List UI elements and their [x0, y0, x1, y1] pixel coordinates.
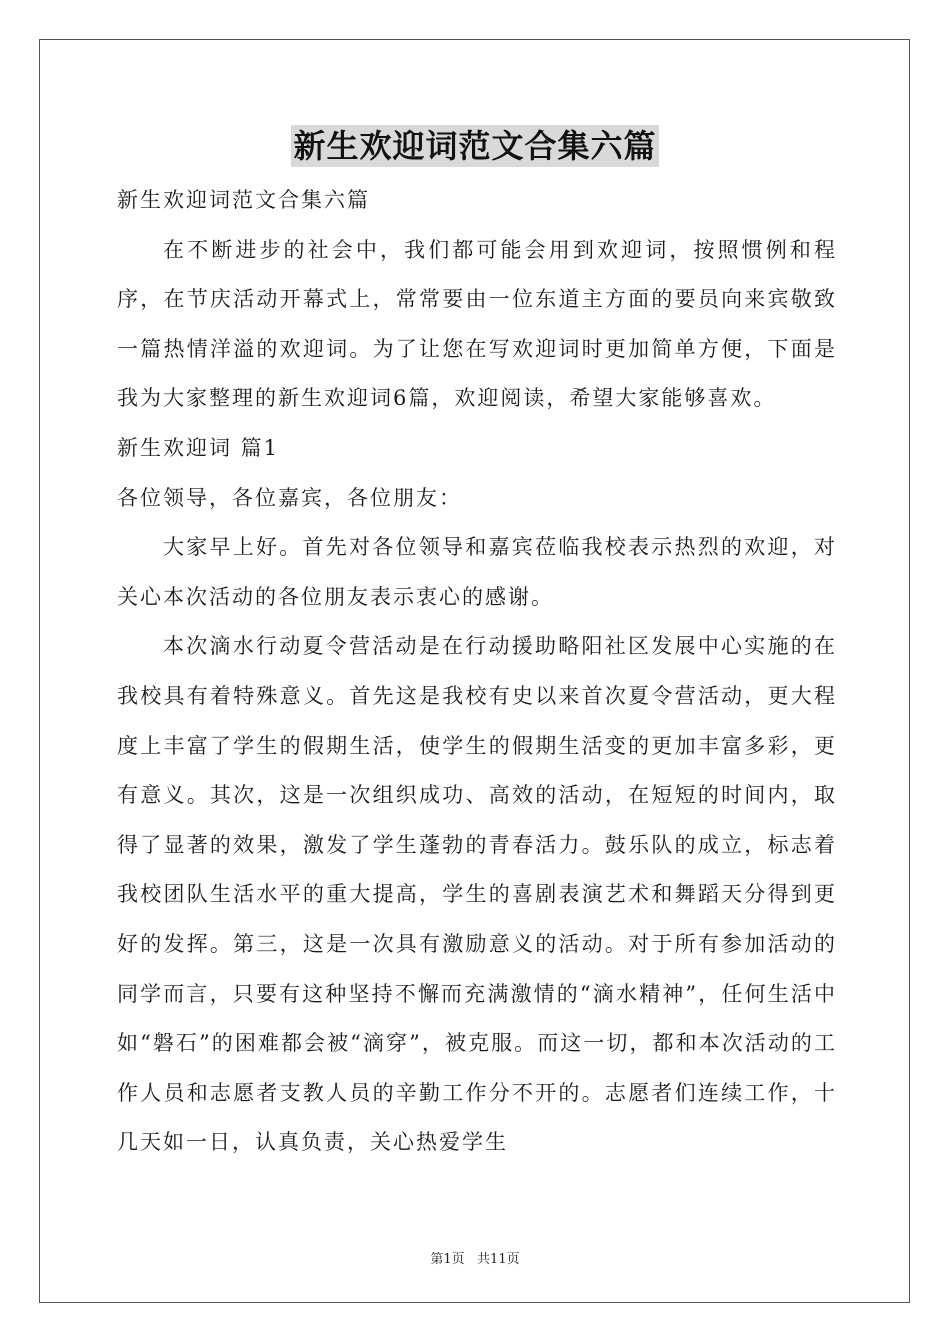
document-body — [117, 176, 837, 1168]
paragraph: 在不断进步的社会中，我们都可能会用到欢迎词，按照惯例和程序，在节庆活动开幕式上，常常要由一位东道主方面的要员向来宾敬致一篇热情洋溢的欢迎词。为了让您在写欢迎词时更加简单方便，下面是我为大家整理的新生欢迎词6篇，欢迎阅读，希望大家能够喜欢。 — [117, 237, 837, 411]
paragraph: 新生欢迎词 篇1 — [117, 435, 280, 460]
title-container — [0, 125, 950, 167]
paragraph: 各位领导，各位嘉宾，各位朋友： — [117, 485, 462, 510]
paragraph: 本次滴水行动夏令营活动是在行动援助略阳社区发展中心实施的在我校具有着特殊意义。首先这是我校有史以来首次夏令营活动，更大程度上丰富了学生的假期生活，使学生的假期生活变的更加丰富多彩，更有意义。其次，这是一次组织成功、高效的活动，在短短的时间内，取得了显著的效果，激发了学生蓬勃的青春活力。鼓乐队的成立，标志着我校团队生活水平的重大提高，学生的喜剧表演艺术和舞蹈天分得到更好的发挥。第三，这是一次具有激励意义的活动。对于所有参加活动的同学而言，只要有这种坚持不懈而充满激情的“滴水精神”，任何生活中如“磐石”的困难都会被“滴穿”，被克服。而这一切，都和本次活动的工作人员和志愿者支教人员的辛勤工作分不开的。志愿者们连续工作，十几天如一日，认真负责，关心热爱学生 — [117, 634, 837, 1155]
page-footer: 第1页 共11页 — [430, 1252, 520, 1267]
paragraph: 新生欢迎词范文合集六篇 — [117, 188, 370, 212]
document-title: 新生欢迎词范文合集六篇 — [293, 127, 657, 165]
paragraph: 大家早上好。首先对各位领导和嘉宾莅临我校表示热烈的欢迎，对关心本次活动的各位朋友表示衷心的感谢。 — [117, 535, 837, 609]
